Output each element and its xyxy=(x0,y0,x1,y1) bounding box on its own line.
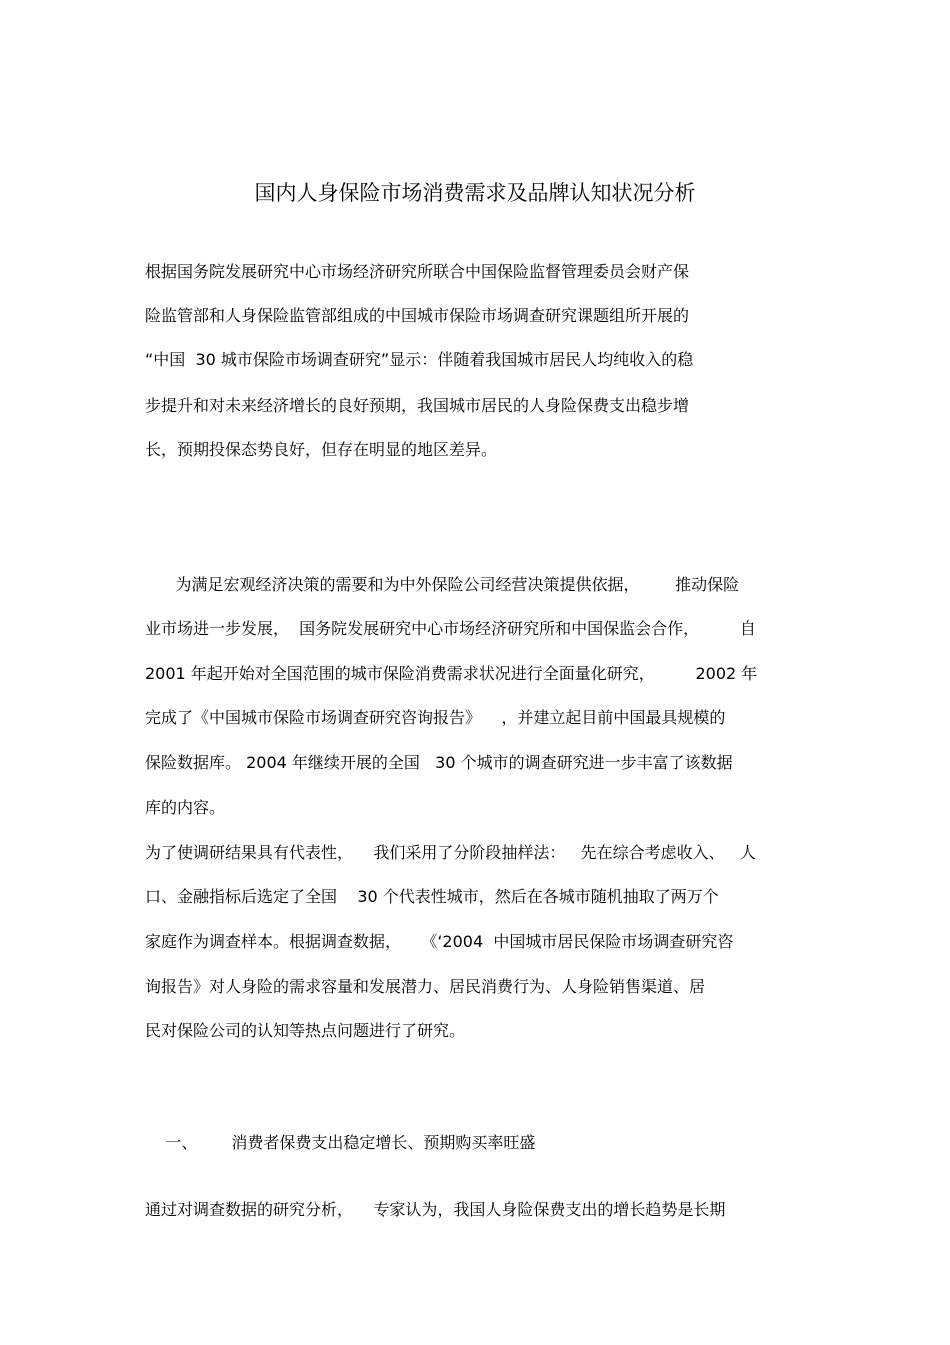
document-title: 国内人身保险市场消费需求及品牌认知状况分析 xyxy=(254,181,696,205)
text-line: 口、金融指标后选定了全国 30 个代表性城市，然后在各城市随机抽取了两万个 xyxy=(145,887,719,906)
text-line: 长，预期投保态势良好，但存在明显的地区差异。 xyxy=(145,440,498,459)
text-line: 根据国务院发展研究中心市场经济研究所联合中国保险监督管理委员会财产保 xyxy=(145,262,690,281)
text-line: 询报告》对人身险的需求容量和发展潜力、居民消费行为、人身险销售渠道、居 xyxy=(145,977,706,996)
text-line: 通过对调查数据的研究分析， 专家认为，我国人身险保费支出的增长趋势是长期 xyxy=(145,1200,726,1219)
section-title: 消费者保费支出稳定增长、预期购买率旺盛 xyxy=(231,1133,536,1152)
section-number: 一、 xyxy=(165,1133,198,1152)
text-line: 完成了《中国城市保险市场调查研究咨询报告》 ，并建立起目前中国最具规模的 xyxy=(145,708,726,727)
text-line: 保险数据库。 2004 年继续开展的全国 30 个城市的调查研究进一步丰富了该数据 xyxy=(145,753,733,772)
text-line: “中国 30 城市保险市场调查研究”显示：伴随着我国城市居民人均纯收入的稳 xyxy=(145,350,694,369)
text-line: 为满足宏观经济决策的需要和为中外保险公司经营决策提供依据， 推动保险 xyxy=(145,575,740,594)
text-line: 民对保险公司的认知等热点问题进行了研究。 xyxy=(145,1021,466,1040)
text-line: 家庭作为调查样本。根据调查数据， 《‘2004 中国城市居民保险市场调查研究咨 xyxy=(145,932,734,951)
section-heading xyxy=(145,1110,535,1176)
text-line: 为了使调研结果具有代表性， 我们采用了分阶段抽样法： 先在综合考虑收入、 人 xyxy=(145,843,756,862)
text-line: 库的内容。 xyxy=(145,798,226,817)
text-line: 2001 年起开始对全国范围的城市保险消费需求状况进行全面量化研究， 2002 年 xyxy=(145,664,758,683)
text-line: 步提升和对未来经济增长的良好预期，我国城市居民的人身险保费支出稳步增 xyxy=(145,396,690,415)
text-line: 业市场进一步发展， 国务院发展研究中心市场经济研究所和中国保监会合作， 自 xyxy=(145,619,756,638)
text-line: 险监管部和人身保险监管部组成的中国城市保险市场调查研究课题组所开展的 xyxy=(145,306,690,325)
